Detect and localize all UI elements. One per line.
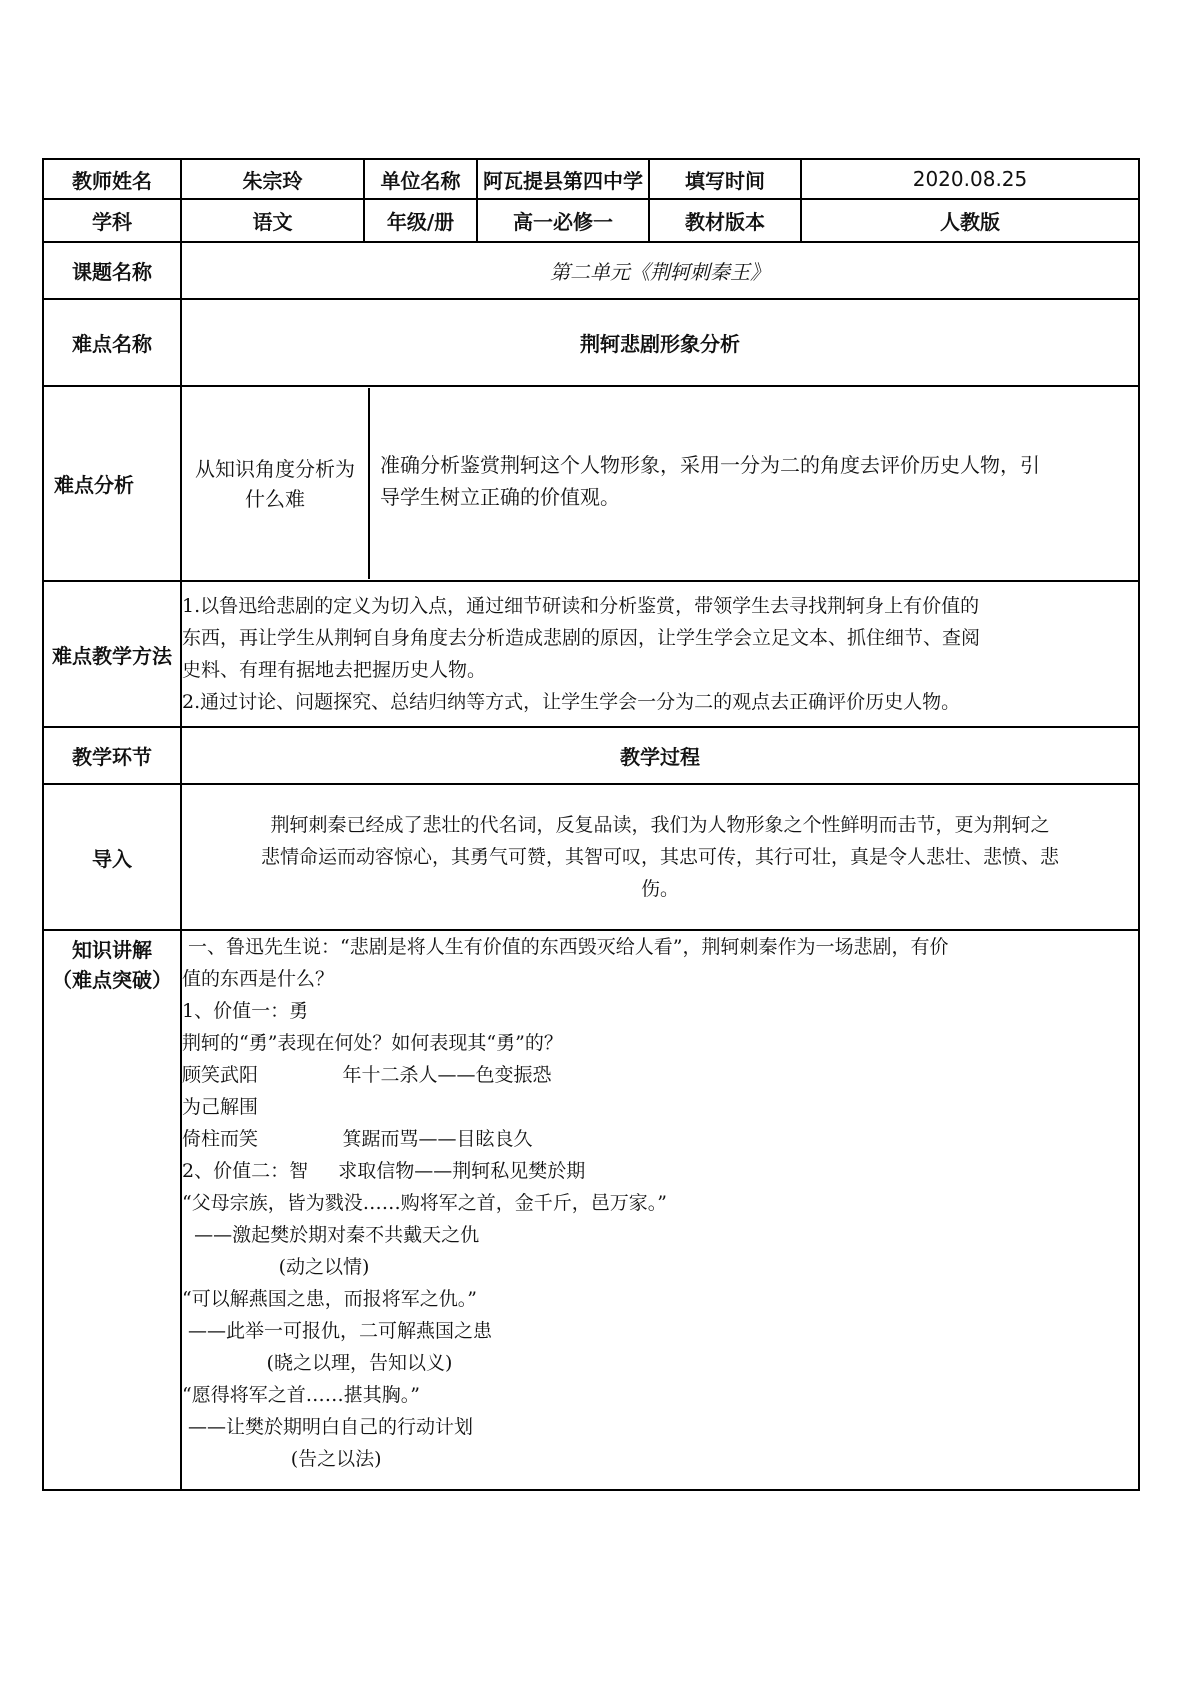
- knowledge-label-line-1: 知识讲解: [72, 938, 152, 962]
- knowledge-line: 顾笑武阳 年十二杀人——色变振恐: [182, 1064, 552, 1086]
- knowledge-line: 1、价值一：勇: [182, 1000, 309, 1022]
- knowledge-row: [43, 930, 1139, 1490]
- difficulty-row: [43, 299, 1139, 386]
- process-label: 教学环节: [43, 727, 181, 784]
- analysis-text-line-1: 准确分析鉴赏荆轲这个人物形象，采用一分为二的角度去评价历史人物，引: [380, 452, 1040, 477]
- grade-value: 高一必修一: [477, 199, 649, 242]
- process-value: 教学过程: [181, 727, 1139, 784]
- unit-value: 阿瓦提县第四中学: [477, 159, 649, 199]
- topic-row: [43, 242, 1139, 299]
- analysis-text-line-2: 导学生树立正确的价值观。: [380, 484, 620, 509]
- knowledge-line: (晓之以理，告知以义): [182, 1352, 453, 1374]
- method-line-2: 东西，再让学生从荆轲自身角度去分析造成悲剧的原因，让学生学会立足文本、抓住细节、查阅: [182, 627, 981, 649]
- method-text: [181, 581, 1139, 727]
- intro-line-1: 荆轲刺秦已经成了悲壮的代名词，反复品读，我们为人物形象之个性鲜明而击节，更为荆轲之: [270, 814, 1050, 836]
- method-row: [43, 581, 1139, 727]
- topic-label: 课题名称: [43, 242, 181, 299]
- subject-label: 学科: [43, 199, 181, 242]
- knowledge-line: ——让樊於期明白自己的行动计划: [182, 1416, 474, 1438]
- grade-label: 年级/册: [364, 199, 477, 242]
- intro-line-3: 伤。: [640, 878, 679, 900]
- knowledge-line: (告之以法): [182, 1448, 382, 1470]
- analysis-row: [43, 386, 1139, 581]
- intro-row: [43, 784, 1139, 930]
- difficulty-value: 荆轲悲剧形象分析: [181, 299, 1139, 386]
- knowledge-line: 荆轲的“勇”表现在何处？如何表现其“勇”的？: [182, 1032, 563, 1054]
- intro-line-2: 悲情命运而动容惊心，其勇气可赞，其智可叹，其忠可传，其行可壮，真是令人悲壮、悲愤、悲: [260, 846, 1059, 868]
- knowledge-line: 倚柱而笑 箕踞而骂——目眩良久: [182, 1128, 533, 1150]
- knowledge-line: “父母宗族，皆为戮没……购将军之首，金千斤，邑万家。”: [182, 1192, 667, 1214]
- unit-label: 单位名称: [364, 159, 477, 199]
- analysis-sub-label-line-2: 什么难: [245, 486, 305, 511]
- analysis-sub-label-line-1: 从知识角度分析为: [195, 456, 355, 481]
- analysis-sub-label: [182, 388, 369, 579]
- intro-label: 导入: [43, 784, 181, 930]
- knowledge-line: ——此举一可报仇，二可解燕国之患: [182, 1320, 493, 1342]
- edition-label: 教材版本: [649, 199, 801, 242]
- method-line-1: 1.以鲁迅给悲剧的定义为切入点，通过细节研读和分析鉴赏，带领学生去寻找荆轲身上有价值的: [182, 595, 980, 617]
- analysis-cell: [181, 386, 1139, 581]
- knowledge-line: 一、鲁迅先生说：“悲剧是将人生有价值的东西毁灭给人看”，荆轲刺秦作为一场悲剧，有价: [182, 936, 949, 958]
- knowledge-line: (动之以情): [182, 1256, 370, 1278]
- process-row: [43, 727, 1139, 784]
- method-label: 难点教学方法: [43, 581, 181, 727]
- knowledge-line: ——激起樊於期对秦不共戴天之仇: [182, 1224, 480, 1246]
- analysis-label: 难点分析: [43, 386, 181, 581]
- teacher-name-label: 教师姓名: [43, 159, 181, 199]
- knowledge-label-line-2: （难点突破）: [52, 968, 172, 992]
- date-value: 2020.08.25: [801, 159, 1139, 199]
- knowledge-text: [181, 930, 1139, 1490]
- header-row-2: [43, 199, 1139, 242]
- knowledge-label: [43, 930, 181, 1490]
- analysis-text: [369, 388, 1138, 579]
- header-row-1: [43, 159, 1139, 199]
- method-line-4: 2.通过讨论、问题探究、总结归纳等方式，让学生学会一分为二的观点去正确评价历史人物。: [182, 691, 961, 713]
- subject-value: 语文: [181, 199, 364, 242]
- knowledge-line: 值的东西是什么？: [182, 968, 335, 990]
- edition-value: 人教版: [801, 199, 1139, 242]
- teacher-name-value: 朱宗玲: [181, 159, 364, 199]
- knowledge-line: 为己解围: [182, 1096, 259, 1118]
- intro-text: [181, 784, 1139, 930]
- analysis-inner: [182, 388, 1138, 579]
- date-label: 填写时间: [649, 159, 801, 199]
- difficulty-label: 难点名称: [43, 299, 181, 386]
- knowledge-line: “可以解燕国之患，而报将军之仇。”: [182, 1288, 477, 1310]
- knowledge-line: 2、价值二：智 求取信物——荆轲私见樊於期: [182, 1160, 586, 1182]
- knowledge-line: “愿得将军之首……揕其胸。”: [182, 1384, 420, 1406]
- topic-value: 第二单元《荆轲刺秦王》: [181, 242, 1139, 299]
- method-line-3: 史料、有理有据地去把握历史人物。: [182, 659, 487, 681]
- lesson-plan-table: [42, 158, 1140, 1491]
